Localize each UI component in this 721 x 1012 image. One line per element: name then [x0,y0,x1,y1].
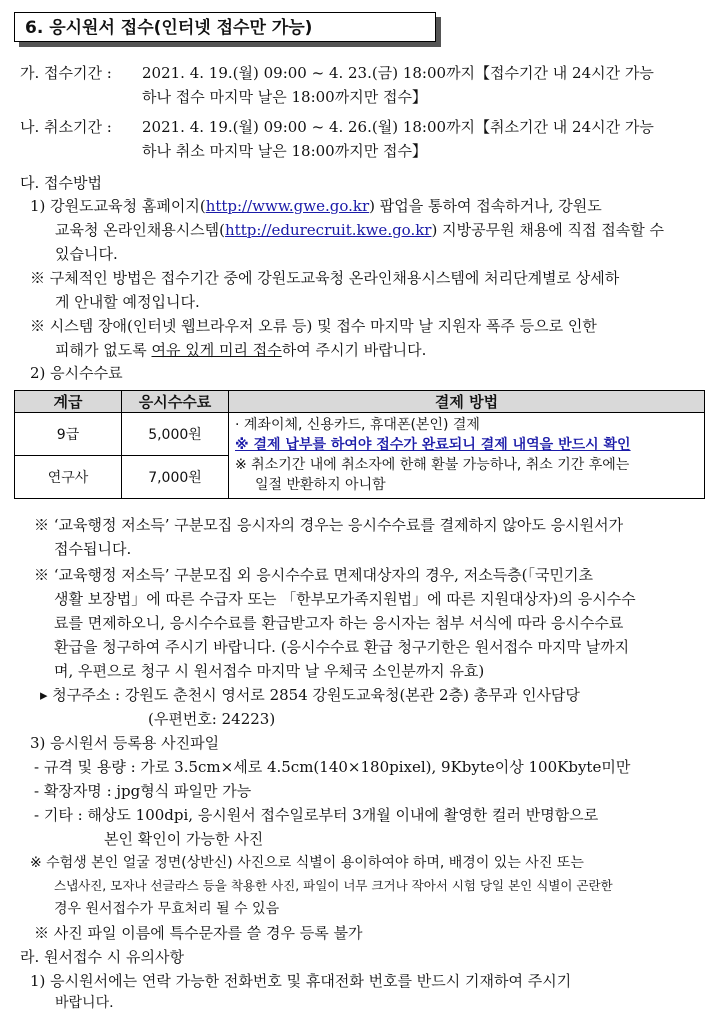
payment-method-cell [229,413,705,499]
fee-note2-line2: 생활 보장법」에 따른 수급자 또는 「한부모가족지원법」에 따른 지원대상자)의 응시수수 [54,590,636,608]
pay-line-3: ※ 취소기간 내에 취소자에 한해 환불 가능하나, 취소 기간 후에는 [235,457,630,473]
ra-heading: 라. 원서접수 시 유의사항 [20,948,184,966]
da-item1-line2-suffix: ) 지방공무원 채용에 직접 접속할 수 [431,221,665,239]
claim-address-line2: (우편번호: 24223) [148,710,276,728]
photo-etc-line2: 본인 확인이 가능한 사진 [104,830,264,848]
photo-etc-line1: - 기타 : 해상도 100dpi, 응시원서 접수일로부터 3개월 이내에 촬영한 컬러 반명함으로 [34,806,599,824]
da-item2: 2) 응시수수료 [30,364,123,382]
da-item1-mid: ) 팝업을 통하여 접속하거나, 강원도 [369,197,602,215]
fee-note1-line1: ※ ‘교육행정 저소득’ 구분모집 응시자의 경우는 응시수수료를 결제하지 않아도 응시원서가 [34,516,624,534]
ga-line1: 2021. 4. 19.(월) 09:00 ~ 4. 23.(금) 18:00까지【접수기간 내 24시간 가능 [142,64,654,82]
photo-heading: 3) 응시원서 등록용 사진파일 [30,734,220,752]
grade-cell: 9급 [15,413,122,456]
fee-cell: 5,000원 [122,413,229,456]
photo-note2: ※ 사진 파일 이름에 특수문자를 쓸 경우 등록 불가 [34,924,363,942]
fee-note2-line5: 며, 우편으로 청구 시 원서접수 마지막 날 우체국 소인분까지 유효) [54,662,485,680]
edurecruit-link[interactable]: http://edurecruit.kwe.go.kr [225,221,432,239]
da-item1-line3: 있습니다. [55,245,118,263]
header-payment: 결제 방법 [229,391,705,413]
gwe-homepage-link[interactable]: http://www.gwe.go.kr [205,197,370,215]
da-item1-line2 [55,219,664,240]
pay-line-2: ※ 결제 납부를 하여야 접수가 완료되니 결제 내역을 반드시 확인 [235,437,631,453]
na-line1: 2021. 4. 19.(월) 09:00 ~ 4. 26.(월) 18:00까지【취소기간 내 24시간 가능 [142,118,654,136]
ra-item1-line1: 1) 응시원서에는 연락 가능한 전화번호 및 휴대전화 번호를 반드시 기재하여 주시기 [30,972,572,990]
table-row [15,413,705,456]
da-note1-line2: 게 안내할 예정입니다. [55,293,200,311]
header-fee: 응시수수료 [122,391,229,413]
fee-table [14,390,705,499]
header-grade: 계급 [15,391,122,413]
da-note2-prefix: 피해가 없도록 [55,341,152,359]
da-heading: 다. 접수방법 [20,174,102,192]
da-note2-underlined: 여유 있게 미리 접수 [151,341,282,359]
da-note1-line1: ※ 구체적인 방법은 접수기간 중에 강원도교육청 온라인채용시스템에 처리단계별로 상세하 [30,269,620,287]
fee-note2-line1: ※ ‘교육행정 저소득’ 구분모집 외 응시수수료 면제대상자의 경우, 저소득층(「국민기초 [34,566,593,584]
section-title: 6. 응시원서 접수(인터넷 접수만 가능) [14,12,436,42]
fee-note2-line3: 료를 면제하오니, 응시수수료를 환급받고자 하는 응시자는 첨부 서식에 따라 응시수수료 [54,614,624,632]
na-label: 나. 취소기간 : [20,118,112,136]
fee-note2-line4: 환급을 청구하여 주시기 바랍니다. (응시수수료 환급 청구기한은 원서접수 마지막 날까지 [54,638,630,656]
ra-item1-line2: 바랍니다. [55,995,114,1011]
da-note2-line1: ※ 시스템 장애(인터넷 웹브라우저 오류 등) 및 접수 마지막 날 지원자 폭주 등으로 인한 [30,317,597,335]
ga-line2: 하나 접수 마지막 날은 18:00까지만 접수】 [142,88,427,106]
fee-note1-line2: 접수됩니다. [54,540,132,558]
da-note2-line2 [55,339,426,360]
photo-note1-line1: ※ 수험생 본인 얼굴 정면(상반신) 사진으로 식별이 용이하여야 하며, 배경이 있는 사진 또는 [30,855,584,871]
fee-table-header [15,391,705,413]
photo-note1-line3: 경우 원서접수가 무효처리 될 수 있음 [54,901,280,917]
na-line2: 하나 취소 마지막 날은 18:00까지만 접수】 [142,142,427,160]
da-item1-line1 [30,195,602,216]
ga-label: 가. 접수기간 : [20,64,112,82]
pay-line-4: 일절 반환하지 아니함 [255,477,386,493]
da-item1-line2-prefix: 교육청 온라인채용시스템( [55,221,226,239]
pay-line-1: · 계좌이체, 신용카드, 휴대폰(본인) 결제 [235,417,480,433]
da-note2-suffix: 하여 주시기 바랍니다. [281,341,427,359]
da-item1-prefix: 1) 강원도교육청 홈페이지( [30,197,206,215]
photo-note1-line2: 스냅사진, 모자나 선글라스 등을 착용한 사진, 파일이 너무 크거나 작아서 시험 당일 본인 식별이 곤란한 [54,878,613,893]
grade-cell: 연구사 [15,456,122,499]
claim-address-line1: ▸ 청구주소 : 강원도 춘천시 영서로 2854 강원도교육청(본관 2층) 총무과 인사담당 [40,686,580,704]
photo-ext: - 확장자명 : jpg형식 파일만 가능 [34,782,252,800]
fee-cell: 7,000원 [122,456,229,499]
photo-spec: - 규격 및 용량 : 가로 3.5cm×세로 4.5cm(140×180pixel), 9Kbyte이상 100Kbyte미만 [34,758,631,776]
